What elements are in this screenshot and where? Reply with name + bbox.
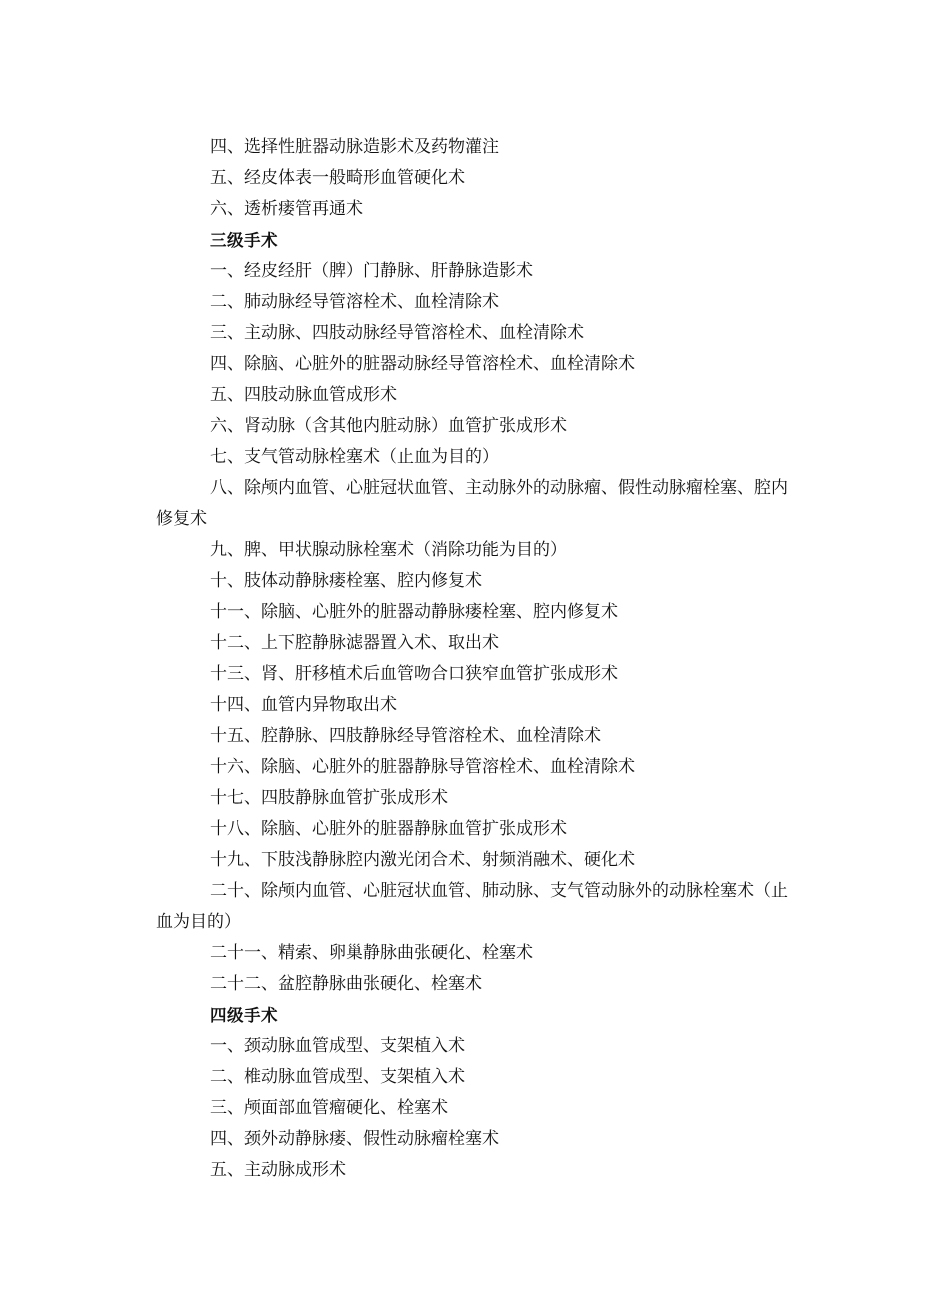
- list-item: 二十、除颅内血管、心脏冠状血管、肺动脉、支气管动脉外的动脉栓塞术（止血为目的）: [156, 881, 788, 932]
- list-item: 三、主动脉、四肢动脉经导管溶栓术、血栓清除术: [210, 323, 584, 343]
- list-item: 二、肺动脉经导管溶栓术、血栓清除术: [210, 292, 499, 312]
- list-item: 六、透析瘘管再通术: [210, 199, 363, 219]
- list-item: 五、经皮体表一般畸形血管硬化术: [210, 168, 465, 188]
- list-item: 五、四肢动脉血管成形术: [210, 385, 397, 405]
- list-item: 十六、除脑、心脏外的脏器静脉导管溶栓术、血栓清除术: [210, 757, 635, 777]
- list-item: 四、颈外动静脉瘘、假性动脉瘤栓塞术: [210, 1129, 499, 1149]
- list-item: 十八、除脑、心脏外的脏器静脉血管扩张成形术: [210, 819, 567, 839]
- document-body: [156, 132, 796, 1186]
- list-item: 十、肢体动静脉瘘栓塞、腔内修复术: [210, 571, 482, 591]
- list-item: 二、椎动脉血管成型、支架植入术: [210, 1067, 465, 1087]
- list-item: 一、颈动脉血管成型、支架植入术: [210, 1036, 465, 1056]
- list-item: 四、选择性脏器动脉造影术及药物灌注: [210, 137, 499, 157]
- list-item: 八、除颅内血管、心脏冠状血管、主动脉外的动脉瘤、假性动脉瘤栓塞、腔内修复术: [156, 478, 788, 529]
- list-item: 十一、除脑、心脏外的脏器动静脉瘘栓塞、腔内修复术: [210, 602, 618, 622]
- list-item: 二十二、盆腔静脉曲张硬化、栓塞术: [210, 974, 482, 994]
- section-heading-level-4: 四级手术: [210, 1006, 278, 1025]
- list-item: 五、主动脉成形术: [210, 1160, 346, 1180]
- list-item: 七、支气管动脉栓塞术（止血为目的）: [210, 447, 499, 467]
- list-item: 十二、上下腔静脉滤器置入术、取出术: [210, 633, 499, 653]
- list-item: 三、颅面部血管瘤硬化、栓塞术: [210, 1098, 448, 1118]
- section-heading-level-3: 三级手术: [210, 231, 278, 250]
- list-item: 十三、肾、肝移植术后血管吻合口狭窄血管扩张成形术: [210, 664, 618, 684]
- list-item: 一、经皮经肝（脾）门静脉、肝静脉造影术: [210, 261, 533, 281]
- list-item: 六、肾动脉（含其他内脏动脉）血管扩张成形术: [210, 416, 567, 436]
- list-item: 二十一、精索、卵巢静脉曲张硬化、栓塞术: [210, 943, 533, 963]
- list-item: 四、除脑、心脏外的脏器动脉经导管溶栓术、血栓清除术: [210, 354, 635, 374]
- list-item: 十五、腔静脉、四肢静脉经导管溶栓术、血栓清除术: [210, 726, 601, 746]
- list-item: 十七、四肢静脉血管扩张成形术: [210, 788, 448, 808]
- list-item: 十九、下肢浅静脉腔内激光闭合术、射频消融术、硬化术: [210, 850, 635, 870]
- list-item: 十四、血管内异物取出术: [210, 695, 397, 715]
- list-item: 九、脾、甲状腺动脉栓塞术（消除功能为目的）: [210, 540, 567, 560]
